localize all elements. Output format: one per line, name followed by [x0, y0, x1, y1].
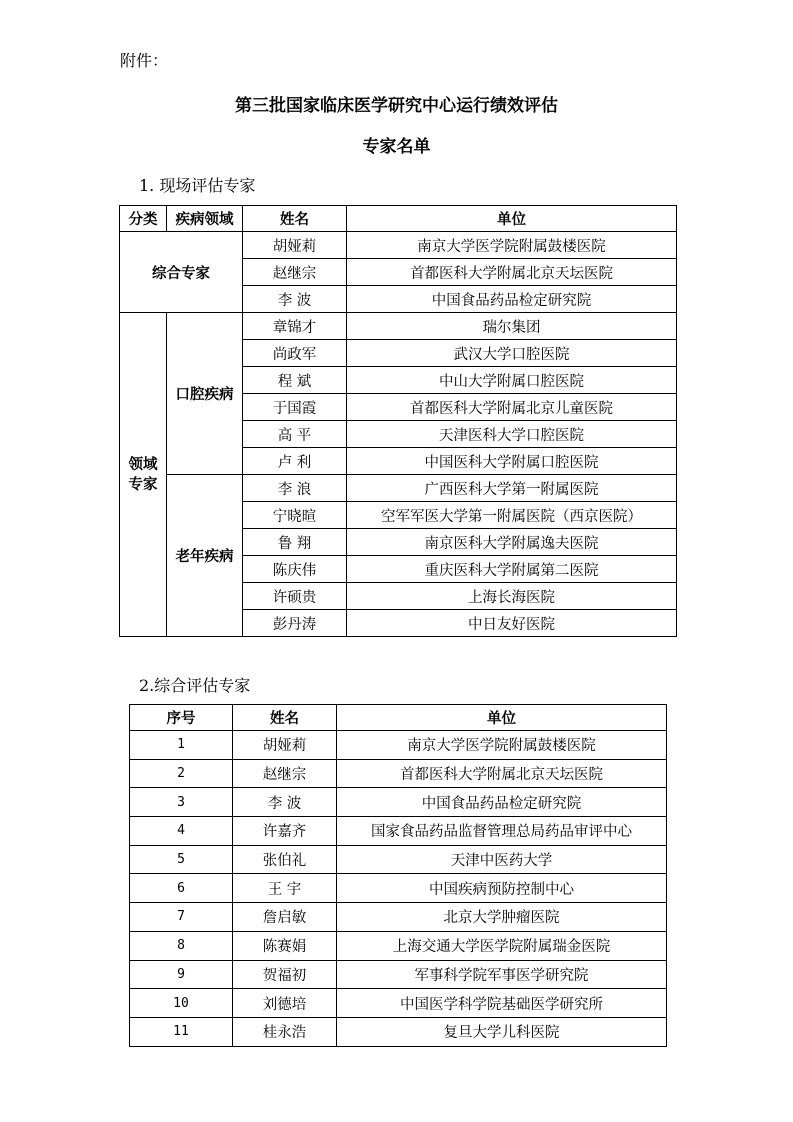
- expert-unit: 南京医科大学附属逸夫医院: [347, 529, 677, 556]
- expert-unit: 上海交通大学医学院附属瑞金医院: [337, 931, 667, 960]
- row-index: 7: [130, 903, 233, 932]
- expert-unit: 北京大学肿瘤医院: [337, 903, 667, 932]
- section-heading-comprehensive: 2.综合评估专家: [139, 676, 251, 695]
- expert-unit: 南京大学医学院附属鼓楼医院: [337, 731, 667, 760]
- header-index: 序号: [130, 705, 233, 731]
- expert-unit: 首都医科大学附属北京儿童医院: [347, 394, 677, 421]
- field-geriatric-diseases: 老年疾病: [167, 475, 243, 637]
- expert-unit: 空军军医大学第一附属医院（西京医院）: [347, 502, 677, 529]
- expert-unit: 军事科学院军事医学研究院: [337, 960, 667, 989]
- row-index: 10: [130, 989, 233, 1018]
- expert-name: 刘德培: [233, 989, 337, 1018]
- expert-name: 程 斌: [243, 367, 347, 394]
- table-row: [130, 903, 667, 932]
- expert-name: 赵继宗: [243, 259, 347, 286]
- expert-name: 桂永浩: [233, 1017, 337, 1046]
- row-index: 4: [130, 817, 233, 846]
- expert-name: 李 浪: [243, 475, 347, 502]
- header-name: 姓名: [233, 705, 337, 731]
- expert-name: 卢 利: [243, 448, 347, 475]
- table-row: [130, 989, 667, 1018]
- expert-name: 章锦才: [243, 313, 347, 340]
- table-row: [130, 817, 667, 846]
- header-unit: 单位: [337, 705, 667, 731]
- row-index: 1: [130, 731, 233, 760]
- field-oral-diseases: 口腔疾病: [167, 313, 243, 475]
- onsite-experts-table: [119, 205, 677, 637]
- domain-label-line1: 领域: [128, 456, 158, 473]
- row-index: 6: [130, 874, 233, 903]
- expert-unit: 上海长海医院: [347, 583, 677, 610]
- expert-unit: 中国食品药品检定研究院: [337, 788, 667, 817]
- domain-experts-label: [120, 313, 167, 637]
- expert-unit: 首都医科大学附属北京天坛医院: [337, 759, 667, 788]
- row-index: 11: [130, 1017, 233, 1046]
- expert-name: 詹启敏: [233, 903, 337, 932]
- table-row: [130, 731, 667, 760]
- expert-unit: 中国医科大学附属口腔医院: [347, 448, 677, 475]
- expert-name: 贺福初: [233, 960, 337, 989]
- table-row: [120, 232, 677, 259]
- expert-name: 许嘉齐: [233, 817, 337, 846]
- table-row: [130, 931, 667, 960]
- expert-unit: 天津中医药大学: [337, 845, 667, 874]
- header-unit: 单位: [347, 206, 677, 232]
- expert-unit: 中国疾病预防控制中心: [337, 874, 667, 903]
- expert-unit: 天津医科大学口腔医院: [347, 421, 677, 448]
- expert-name: 张伯礼: [233, 845, 337, 874]
- table-row: [130, 788, 667, 817]
- expert-unit: 中国医学科学院基础医学研究所: [337, 989, 667, 1018]
- expert-name: 许硕贵: [243, 583, 347, 610]
- expert-name: 王 宇: [233, 874, 337, 903]
- expert-unit: 重庆医科大学附属第二医院: [347, 556, 677, 583]
- expert-name: 陈赛娟: [233, 931, 337, 960]
- expert-name: 胡娅莉: [243, 232, 347, 259]
- row-index: 5: [130, 845, 233, 874]
- expert-unit: 复旦大学儿科医院: [337, 1017, 667, 1046]
- expert-unit: 武汉大学口腔医院: [347, 340, 677, 367]
- expert-unit: 中日友好医院: [347, 610, 677, 637]
- header-name: 姓名: [243, 206, 347, 232]
- expert-name: 赵继宗: [233, 759, 337, 788]
- expert-unit: 广西医科大学第一附属医院: [347, 475, 677, 502]
- header-field: 疾病领域: [167, 206, 243, 232]
- expert-name: 彭丹涛: [243, 610, 347, 637]
- expert-unit: 南京大学医学院附属鼓楼医院: [347, 232, 677, 259]
- table-row: [120, 475, 677, 502]
- expert-name: 胡娅莉: [233, 731, 337, 760]
- expert-name: 李 波: [233, 788, 337, 817]
- attachment-label: 附件：: [120, 51, 169, 70]
- row-index: 9: [130, 960, 233, 989]
- table-row: [130, 845, 667, 874]
- table-row: [130, 1017, 667, 1046]
- table-header-row: [130, 705, 667, 731]
- domain-label-line2: 专家: [128, 476, 158, 493]
- expert-unit: 瑞尔集团: [347, 313, 677, 340]
- expert-name: 李 波: [243, 286, 347, 313]
- expert-name: 高 平: [243, 421, 347, 448]
- section-heading-onsite: 1. 现场评估专家: [139, 176, 256, 195]
- table-header-row: [120, 206, 677, 232]
- expert-unit: 中山大学附属口腔医院: [347, 367, 677, 394]
- expert-name: 于国霞: [243, 394, 347, 421]
- row-index: 8: [130, 931, 233, 960]
- expert-name: 陈庆伟: [243, 556, 347, 583]
- expert-name: 鲁 翔: [243, 529, 347, 556]
- row-index: 2: [130, 759, 233, 788]
- document-subtitle: 专家名单: [362, 137, 431, 157]
- table-row: [130, 960, 667, 989]
- general-experts-label: 综合专家: [120, 232, 243, 313]
- document-title: 第三批国家临床医学研究中心运行绩效评估: [235, 96, 558, 116]
- row-index: 3: [130, 788, 233, 817]
- table-row: [120, 313, 677, 340]
- expert-unit: 中国食品药品检定研究院: [347, 286, 677, 313]
- expert-unit: 首都医科大学附属北京天坛医院: [347, 259, 677, 286]
- expert-unit: 国家食品药品监督管理总局药品审评中心: [337, 817, 667, 846]
- expert-name: 宁晓暄: [243, 502, 347, 529]
- comprehensive-experts-table: [129, 704, 667, 1047]
- table-row: [130, 874, 667, 903]
- header-category: 分类: [120, 206, 167, 232]
- expert-name: 尚政军: [243, 340, 347, 367]
- table-row: [130, 759, 667, 788]
